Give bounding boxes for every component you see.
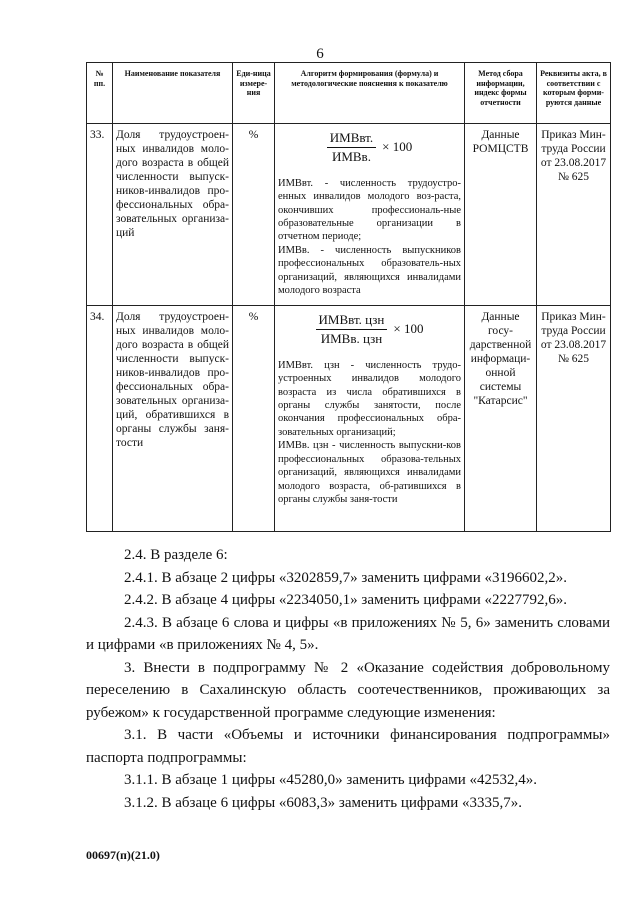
paragraph: 3.1.1. В абзаце 1 цифры «45280,0» заменить цифрами «42532,4». xyxy=(124,772,538,788)
paragraph: 3.1. В части «Объемы и источники финансирования подпрограммы» паспорта подпрограммы: xyxy=(86,727,610,766)
header-num: № пп. xyxy=(87,63,113,124)
indicator-table xyxy=(86,62,611,532)
explanation-text: ИМВв. цзн - численность выпускни-ков профессиональных образова-тельных организаций, являющихся инвалидами молодого возраста, об-ратившихся в органы службы заня-тости xyxy=(278,440,461,506)
indicator-name: Доля трудоустроен-ных инвалидов моло-дого возраста в общей численности выпуск-ников-инвалидов про-фессиональных обра-зовательных организа-ций, обратившихся в органы службы заня-тости xyxy=(113,306,233,532)
page-number: 6 xyxy=(316,46,324,62)
indicator-name: Доля трудоустроен-ных инвалидов моло-дого возраста в общей численности выпуск-ников-инвалидов про-фессиональных обра-зовательных организа-ций xyxy=(113,124,233,306)
paragraph: 2.4. В разделе 6: xyxy=(124,547,228,563)
paragraph: 3. Внести в подпрограмму № 2 «Оказание содействия добровольному переселению в Сахалинскую область соотечественников, проживающих за рубежом» к государственной программе следующие изменения: xyxy=(86,659,610,721)
paragraph: 2.4.2. В абзаце 4 цифры «2234050,1» заменить цифрами «2227792,6». xyxy=(124,592,568,608)
formula-numerator: ИМВвт. цзн xyxy=(316,312,388,330)
explanation-text: ИМВв. - численность выпускников профессиональных образователь-ных организаций, являющихся инвалидами молодого возраста xyxy=(278,244,461,297)
paragraph: 3.1.2. В абзаце 6 цифры «6083,3» заменить цифрами «3335,7». xyxy=(124,794,523,811)
explanation-text: ИМВвт. - численность трудоустро-енных инвалидов молодого воз-раста, окончивших профессиональ-ные образовательные организации в отчетном периоде; xyxy=(278,177,461,243)
table-row xyxy=(87,306,611,532)
algorithm-cell xyxy=(275,306,465,532)
requisites-cell: Приказ Мин-труда России от 23.08.2017 № 625 xyxy=(537,306,611,532)
row-number: 33. xyxy=(87,124,113,306)
paragraph: 2.4.1. В абзаце 2 цифры «3202859,7» заменить цифрами «3196602,2». xyxy=(124,569,568,586)
header-unit: Еди-ница измере-ния xyxy=(233,63,275,124)
method-cell: Данные РОМЦСТВ xyxy=(465,124,537,306)
header-algorithm: Алгоритм формирования (формула) и методологические пояснения к показателю xyxy=(275,63,465,124)
unit-cell: % xyxy=(233,306,275,532)
formula xyxy=(278,312,461,347)
formula-numerator: ИМВвт. xyxy=(327,130,376,148)
table-header-row xyxy=(87,63,611,124)
method-cell: Данные госу-дарственной информаци-онной системы "Катарсис" xyxy=(465,306,537,532)
paragraph: 2.4.3. В абзаце 6 слова и цифры «в приложениях № 5, 6» заменить словами и цифрами «в приложениях № 4, 5». xyxy=(86,614,610,653)
explanation-text: ИМВвт. цзн - численность трудо-устроенных инвалидов молодого возраста из числа обратившихся в органы службы занятости, после окончания профессиональных обра-зовательных организаций; xyxy=(278,359,461,438)
formula-fraction xyxy=(327,130,376,165)
document-code: 00697(п)(21.0) xyxy=(86,848,160,862)
formula-explanation xyxy=(278,359,461,507)
formula-explanation xyxy=(278,177,461,298)
header-method: Метод сбора информации, индекс формы отчетности xyxy=(465,63,537,124)
header-requisites: Реквизиты акта, в соответствии с которым форми-руются данные xyxy=(537,63,611,124)
header-name: Наименование показателя xyxy=(113,63,233,124)
table-row xyxy=(87,124,611,306)
requisites-cell: Приказ Мин-труда России от 23.08.2017 № 625 xyxy=(537,124,611,306)
formula-denominator: ИМВв. xyxy=(331,148,371,164)
unit-cell: % xyxy=(233,124,275,306)
formula-denominator: ИМВв. цзн xyxy=(320,330,383,346)
formula xyxy=(278,130,461,165)
algorithm-cell xyxy=(275,124,465,306)
formula-multiplier: × 100 xyxy=(382,139,413,155)
formula-multiplier: × 100 xyxy=(393,321,424,337)
amendment-text xyxy=(86,544,610,814)
formula-fraction xyxy=(316,312,388,347)
row-number: 34. xyxy=(87,306,113,532)
